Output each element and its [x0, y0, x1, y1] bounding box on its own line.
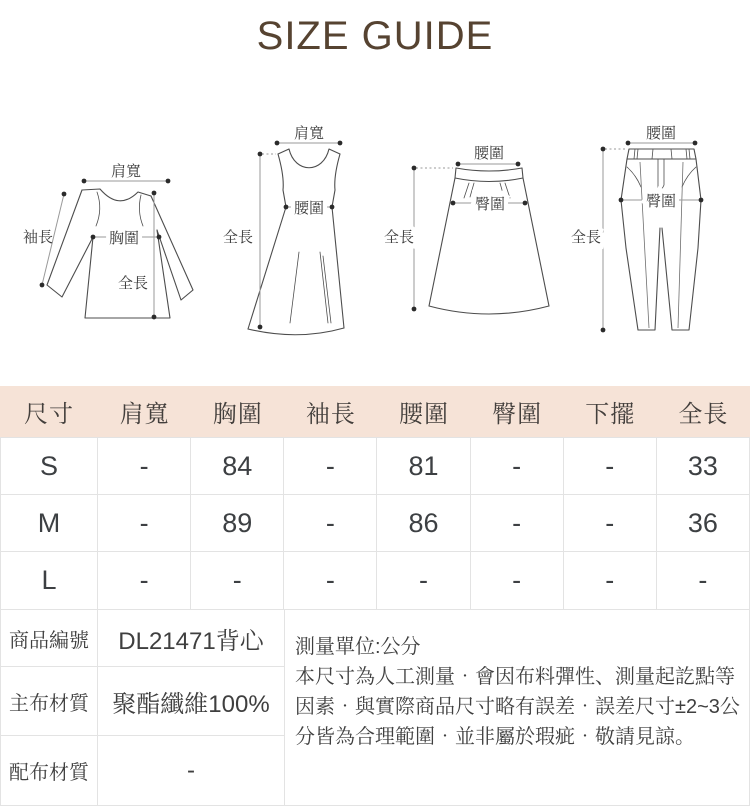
table-cell: -	[284, 552, 377, 610]
size-row-l-label: L	[0, 552, 98, 610]
table-cell: -	[98, 438, 191, 495]
size-row-s-label: S	[0, 438, 98, 495]
table-cell: 81	[377, 438, 470, 495]
lining-fabric-value: -	[98, 736, 285, 806]
measurement-unit-line: 測量單位:公分	[295, 636, 421, 658]
page-title: SIZE GUIDE	[256, 14, 494, 58]
skirt-waist-label: 腰圍	[473, 145, 505, 162]
size-table-header-sleeve: 袖長	[284, 386, 377, 438]
dress-waist-label: 腰圍	[293, 200, 325, 217]
measurement-disclaimer: 本尺寸為人工測量‧會因布料彈性、測量起訖點等因素‧與實際商品尺寸略有誤差‧誤差尺寸±2~3公分皆為合理範圍‧並非屬於瑕疵‧敬請見諒。	[295, 666, 740, 748]
table-cell: -	[564, 552, 657, 610]
size-table-header-hip: 臀圍	[471, 386, 564, 438]
size-table-header-size: 尺寸	[0, 386, 98, 438]
main-fabric-value: 聚酯纖維100%	[98, 667, 285, 736]
table-cell: -	[564, 495, 657, 552]
table-cell: 89	[191, 495, 284, 552]
lining-fabric-label: 配布材質	[0, 736, 98, 806]
measurement-note	[285, 610, 750, 806]
top-shoulder-label: 肩寬	[110, 163, 142, 180]
size-table-header-length: 全長	[657, 386, 750, 438]
table-cell: 36	[657, 495, 750, 552]
size-table-header-hem: 下擺	[564, 386, 657, 438]
size-table-header-waist: 腰圍	[377, 386, 470, 438]
skirt-length-label: 全長	[383, 229, 415, 246]
top-chest-label: 胸圍	[108, 230, 140, 247]
dress-length-label: 全長	[222, 229, 254, 246]
table-cell: -	[284, 438, 377, 495]
pants-diagram	[571, 125, 703, 332]
table-cell: -	[564, 438, 657, 495]
product-code-value: DL21471背心	[98, 610, 285, 667]
table-cell: 84	[191, 438, 284, 495]
table-cell: 33	[657, 438, 750, 495]
table-cell: 86	[377, 495, 470, 552]
garment-diagrams	[0, 90, 750, 386]
table-cell: -	[471, 552, 564, 610]
table-cell: -	[471, 438, 564, 495]
garment-diagrams-svg	[0, 90, 750, 386]
table-cell: -	[377, 552, 470, 610]
skirt-hip-label: 臀圍	[474, 196, 506, 213]
table-cell: -	[471, 495, 564, 552]
top-sleeve-label: 袖長	[22, 229, 54, 246]
table-cell: -	[657, 552, 750, 610]
pants-hip-label: 臀圍	[645, 193, 677, 210]
table-cell: -	[284, 495, 377, 552]
product-info-table	[0, 610, 750, 806]
pants-length-label: 全長	[570, 229, 602, 246]
size-table-header-chest: 胸圍	[191, 386, 284, 438]
dress-diagram	[223, 125, 344, 335]
table-cell: -	[191, 552, 284, 610]
long-sleeve-top-diagram	[23, 163, 193, 319]
main-fabric-label: 主布材質	[0, 667, 98, 736]
table-cell: -	[98, 495, 191, 552]
size-table-header-shoulder: 肩寬	[98, 386, 191, 438]
table-cell: -	[98, 552, 191, 610]
size-table	[0, 386, 750, 610]
size-row-m-label: M	[0, 495, 98, 552]
product-code-label: 商品編號	[0, 610, 98, 667]
top-length-label: 全長	[117, 275, 149, 292]
dress-shoulder-label: 肩寬	[293, 125, 325, 142]
pants-waist-label: 腰圍	[645, 125, 677, 142]
skirt-diagram	[384, 145, 549, 314]
